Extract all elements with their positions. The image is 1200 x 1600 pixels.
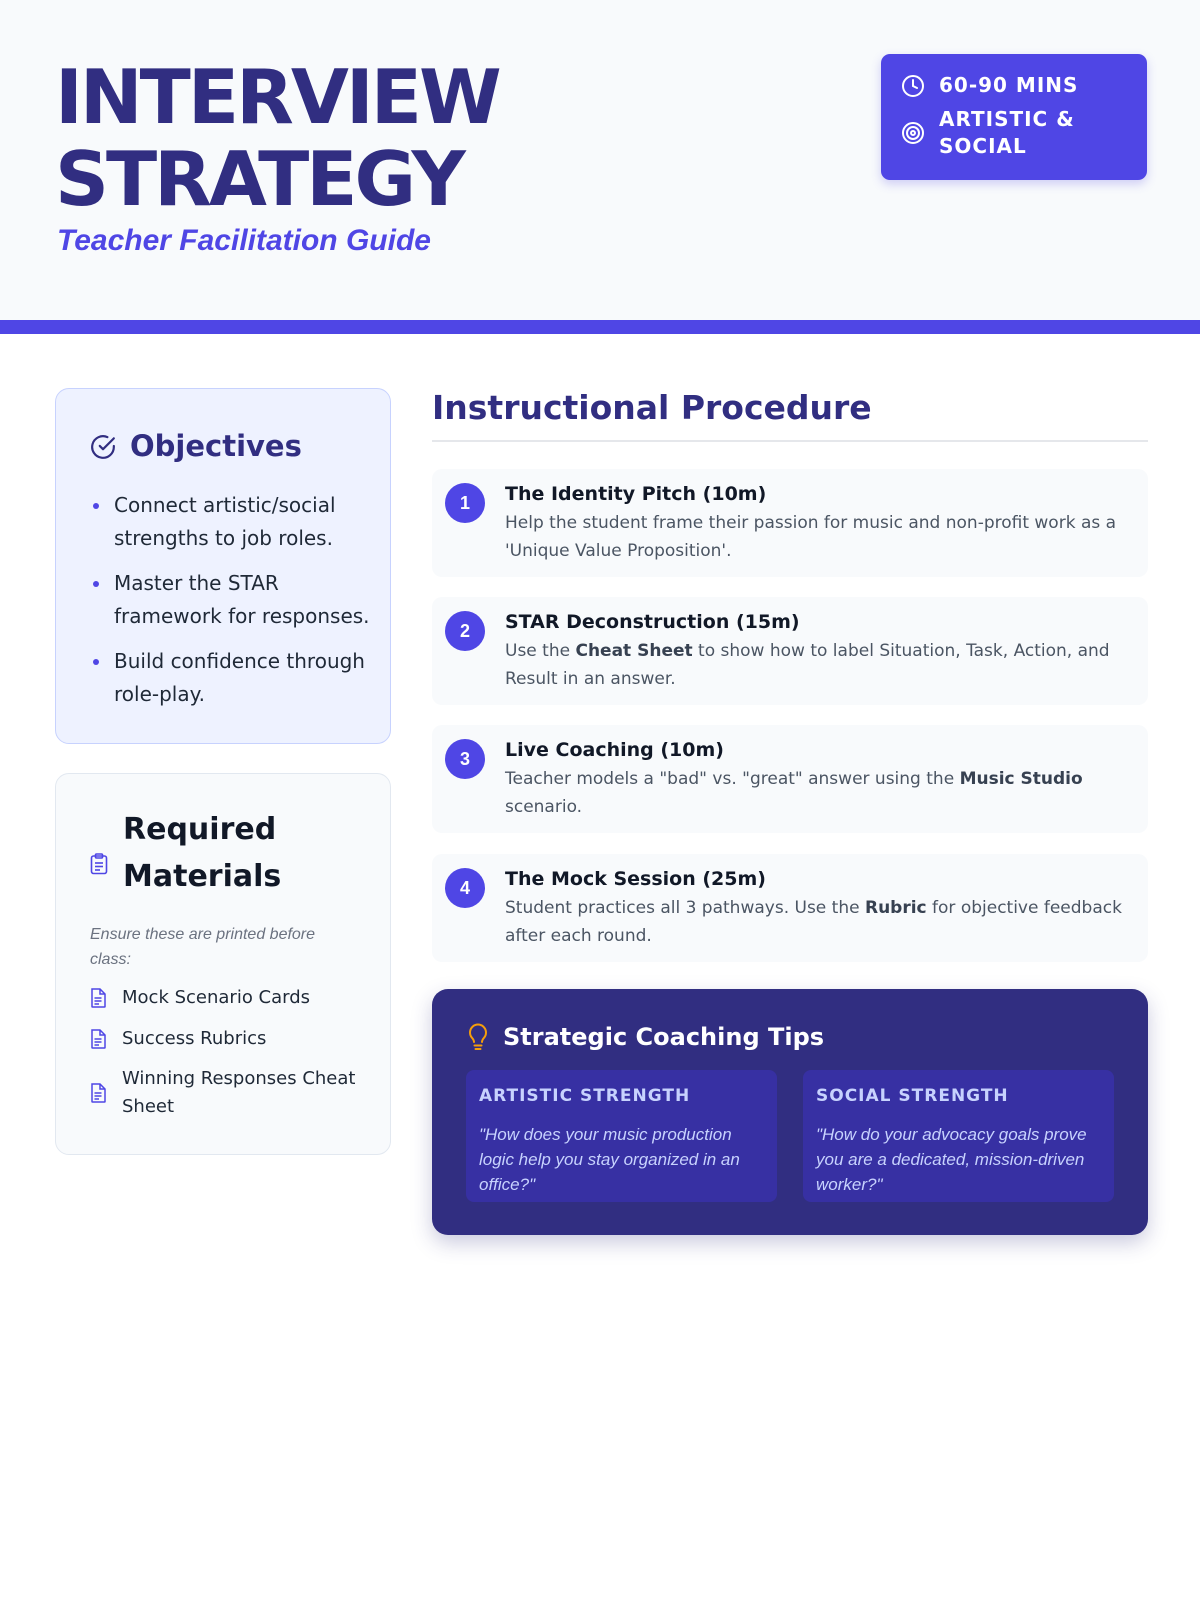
page-header <box>0 0 1200 320</box>
step-description <box>505 765 1135 821</box>
step-highlight: Cheat Sheet <box>575 641 693 661</box>
list-item <box>90 1065 360 1121</box>
list-item <box>90 489 380 555</box>
step-highlight: Rubric <box>864 898 927 918</box>
step-title: STAR Deconstruction (15m) <box>505 611 800 633</box>
document-icon <box>90 1029 106 1049</box>
objective-text: Master the STAR framework for responses. <box>114 571 370 628</box>
tip-label: SOCIAL STRENGTH <box>816 1086 1009 1106</box>
step-number-badge: 4 <box>445 868 485 908</box>
objectives-heading-text: Objectives <box>130 429 302 463</box>
tips-heading <box>467 1023 824 1051</box>
step-text: Use the <box>505 641 576 661</box>
document-icon <box>90 988 106 1008</box>
session-info-badge <box>881 54 1147 180</box>
tip-quote: "How does your music production logic help you stay organized in an office?" <box>479 1125 740 1194</box>
document-icon <box>90 1083 106 1103</box>
tip-label: ARTISTIC STRENGTH <box>479 1086 691 1106</box>
clipboard-icon <box>90 842 108 864</box>
check-circle-icon <box>90 433 116 459</box>
material-text: Success Rubrics <box>122 1028 267 1049</box>
duration-text: 60-90 MINS <box>939 73 1079 97</box>
duration-row <box>901 72 1078 99</box>
material-text: Mock Scenario Cards <box>122 987 311 1008</box>
step-number-badge: 3 <box>445 739 485 779</box>
focus-text: ARTISTIC & SOCIAL <box>939 107 1075 158</box>
step-title: The Identity Pitch (10m) <box>505 483 767 505</box>
list-item <box>90 1025 266 1053</box>
step-text: for objective feedback after each round. <box>505 898 1122 946</box>
list-item <box>90 567 380 633</box>
objectives-heading <box>90 429 302 463</box>
objective-text: Connect artistic/social strengths to job roles. <box>114 493 336 550</box>
procedure-step <box>432 469 1148 577</box>
objectives-card <box>55 388 391 744</box>
title-line-2: STRATEGY <box>55 135 463 223</box>
clock-icon <box>901 74 925 98</box>
procedure-heading: Instructional Procedure <box>432 388 872 427</box>
tip-card-artistic <box>466 1070 777 1202</box>
page-subtitle: Teacher Facilitation Guide <box>57 224 431 257</box>
header-divider <box>0 320 1200 334</box>
step-description <box>505 894 1135 950</box>
step-title: The Mock Session (25m) <box>505 868 766 890</box>
bullet-dot <box>93 581 99 587</box>
tip-quote: "How do your advocacy goals prove you are a dedicated, mission-driven worker?" <box>816 1125 1087 1194</box>
tips-heading-text: Strategic Coaching Tips <box>503 1023 825 1051</box>
title-line-1: INTERVIEW <box>55 53 499 141</box>
coaching-tips-panel <box>432 989 1148 1235</box>
step-description <box>505 637 1135 693</box>
list-item <box>90 984 310 1012</box>
step-text: Teacher models a "bad" vs. "great" answer using the <box>505 769 960 789</box>
step-highlight: Music Studio <box>959 769 1083 789</box>
materials-heading <box>90 806 323 900</box>
list-item <box>90 645 380 711</box>
materials-note: Ensure these are printed before class: <box>90 926 316 968</box>
procedure-step <box>432 854 1148 962</box>
objectives-list <box>90 489 380 723</box>
focus-row <box>901 106 1089 160</box>
step-number-badge: 1 <box>445 483 485 523</box>
procedure-step <box>432 725 1148 833</box>
step-text: to show how to label Situation, Task, Action, and Result in an answer. <box>505 641 1110 689</box>
page-title <box>55 53 675 223</box>
target-icon <box>901 121 925 145</box>
step-text: Student practices all 3 pathways. Use the <box>505 898 865 918</box>
step-title: Live Coaching (10m) <box>505 739 724 761</box>
material-text: Winning Responses Cheat Sheet <box>122 1068 356 1117</box>
procedure-step <box>432 597 1148 705</box>
materials-card <box>55 773 391 1155</box>
objective-text: Build confidence through role-play. <box>114 649 365 706</box>
bullet-dot <box>93 659 99 665</box>
tip-card-social <box>803 1070 1114 1202</box>
procedure-divider <box>432 440 1148 442</box>
step-number-badge: 2 <box>445 611 485 651</box>
materials-heading-text: Required Materials <box>123 812 282 894</box>
step-description: Help the student frame their passion for music and non-profit work as a 'Unique Value Proposition'. <box>505 513 1117 561</box>
step-text: scenario. <box>505 797 583 817</box>
lightbulb-icon <box>467 1023 489 1051</box>
bullet-dot <box>93 503 99 509</box>
